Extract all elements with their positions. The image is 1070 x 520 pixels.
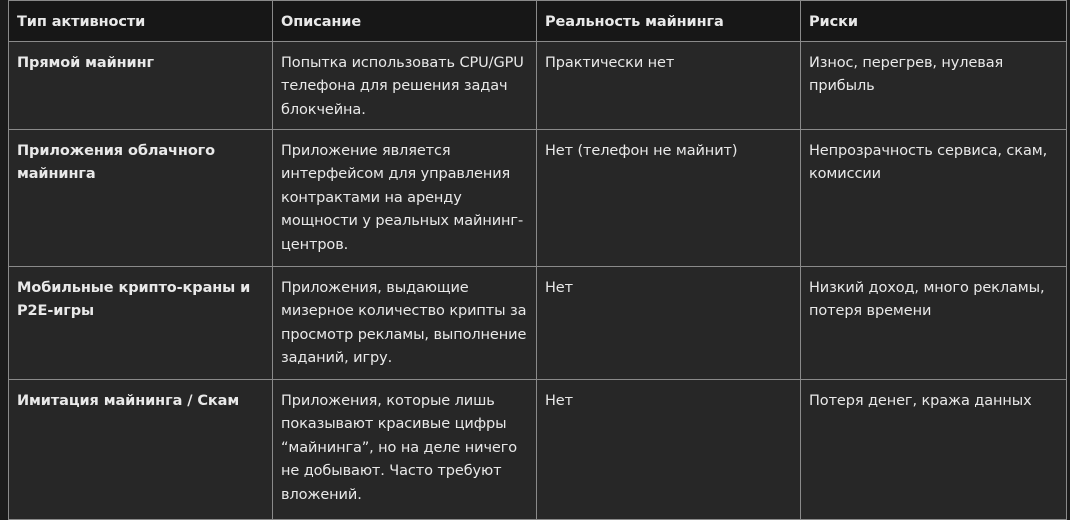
comparison-table-container (8, 0, 1066, 520)
cell-risks: Износ, перегрев, нулевая прибыль (801, 42, 1067, 130)
cell-description: Приложение является интерфейсом для управления контрактами на аренду мощности у реальных майнинг-центров. (273, 130, 537, 267)
cell-description: Приложения, выдающие мизерное количество крипты за просмотр рекламы, выполнение заданий, игру. (273, 267, 537, 380)
table-row (9, 42, 1067, 130)
cell-activity-type: Мобильные крипто-краны и P2E-игры (9, 267, 273, 380)
cell-risks: Потеря денег, кража данных (801, 380, 1067, 520)
header-row (9, 1, 1067, 42)
cell-mining-reality: Нет (телефон не майнит) (537, 130, 801, 267)
header-risks: Риски (801, 1, 1067, 42)
cell-mining-reality: Практически нет (537, 42, 801, 130)
table-body (9, 42, 1067, 520)
cell-activity-type: Прямой майнинг (9, 42, 273, 130)
cell-activity-type: Имитация майнинга / Скам (9, 380, 273, 520)
cell-mining-reality: Нет (537, 267, 801, 380)
table-header (9, 1, 1067, 42)
cell-activity-type: Приложения облачного майнинга (9, 130, 273, 267)
table-row (9, 380, 1067, 520)
cell-description: Приложения, которые лишь показывают красивые цифры “майнинга”, но на деле ничего не добывают. Часто требуют вложений. (273, 380, 537, 520)
cell-risks: Непрозрачность сервиса, скам, комиссии (801, 130, 1067, 267)
header-mining-reality: Реальность майнинга (537, 1, 801, 42)
mining-activity-table (8, 0, 1067, 520)
header-description: Описание (273, 1, 537, 42)
cell-description: Попытка использовать CPU/GPU телефона для решения задач блокчейна. (273, 42, 537, 130)
cell-mining-reality: Нет (537, 380, 801, 520)
table-row (9, 267, 1067, 380)
cell-risks: Низкий доход, много рекламы, потеря времени (801, 267, 1067, 380)
table-row (9, 130, 1067, 267)
header-activity-type: Тип активности (9, 1, 273, 42)
